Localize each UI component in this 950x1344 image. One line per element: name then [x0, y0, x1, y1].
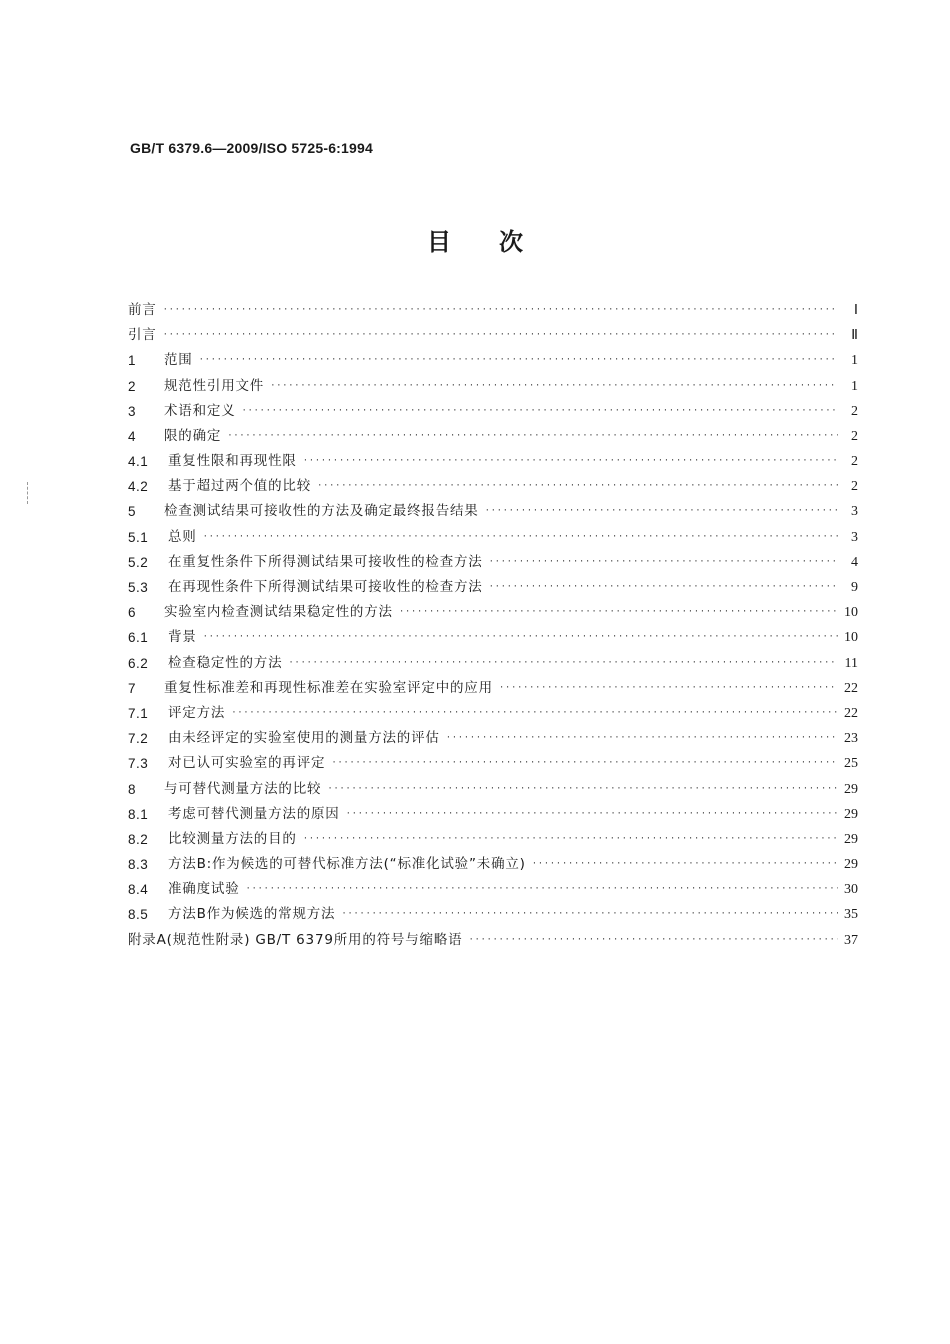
dot-leader: [270, 374, 838, 399]
toc-entry-label: 方法B作为候选的常规方法: [168, 906, 336, 923]
toc-entry-number: 6.1: [128, 630, 149, 646]
toc-entry-number: 1: [128, 353, 137, 369]
dot-leader: [231, 701, 838, 726]
toc-entry-label: 考虑可替代测量方法的原因: [168, 805, 340, 822]
toc-entry-label: 重复性标准差和再现性标准差在实验室评定中的应用: [164, 679, 493, 696]
page-title: 目次: [427, 228, 571, 256]
toc-entry-number: 2: [128, 378, 137, 394]
toc-entry-page: 10: [844, 605, 858, 621]
toc-entry-label: 检查稳定性的方法: [168, 654, 283, 671]
toc-entry[interactable]: [128, 777, 858, 802]
toc-entry[interactable]: [128, 374, 858, 399]
toc-entry-label: 背景: [168, 629, 197, 646]
toc-entry-page: 11: [844, 655, 858, 671]
dot-leader: [331, 751, 838, 776]
toc-entry-number: 8.1: [128, 806, 149, 822]
toc-entry-page: 35: [844, 907, 858, 923]
toc-entry-page: 1: [851, 378, 858, 394]
toc-entry[interactable]: [128, 802, 858, 827]
toc-entry[interactable]: [128, 575, 858, 600]
dot-leader: [203, 525, 838, 550]
toc-entry[interactable]: [128, 701, 858, 726]
toc-entry-number: 5.1: [128, 529, 149, 545]
toc-entry-label: 前言: [128, 301, 157, 318]
dot-leader: [446, 726, 838, 751]
dot-leader: [163, 298, 838, 323]
toc-entry-number: 7: [128, 680, 137, 696]
dot-leader: [317, 474, 838, 499]
toc-entry-label: 由未经评定的实验室使用的测量方法的评估: [168, 730, 440, 747]
toc-entry[interactable]: [128, 651, 858, 676]
toc-entry[interactable]: [128, 827, 858, 852]
toc-entry-page: 10: [844, 630, 858, 646]
toc-entry-label: 检查测试结果可接收性的方法及确定最终报告结果: [164, 503, 479, 520]
toc-entry[interactable]: [128, 449, 858, 474]
toc-entry[interactable]: [128, 676, 858, 701]
toc-entry-number: 8.2: [128, 831, 149, 847]
toc-entry-page: 4: [851, 554, 858, 570]
toc-entry[interactable]: [128, 928, 858, 953]
toc-entry-number: 8.5: [128, 907, 149, 923]
toc-entry-page: 37: [844, 932, 858, 948]
toc-entry-page: Ⅱ: [851, 328, 858, 344]
toc-entry[interactable]: [128, 726, 858, 751]
toc-entry-number: 7.3: [128, 756, 149, 772]
toc-entry-number: 7.1: [128, 705, 149, 721]
toc-entry-label: 总则: [168, 528, 197, 545]
toc-entry[interactable]: [128, 500, 858, 525]
dot-leader: [532, 852, 838, 877]
toc-entry-page: 22: [844, 705, 858, 721]
dot-leader: [199, 348, 838, 373]
dot-leader: [203, 625, 838, 650]
toc-entry[interactable]: [128, 600, 858, 625]
dot-leader: [163, 323, 838, 348]
dot-leader: [246, 877, 839, 902]
toc-entry-number: 7.2: [128, 731, 149, 747]
toc-entry-label: 范围: [164, 352, 193, 369]
margin-mark: [27, 482, 29, 504]
toc-entry-number: 5.3: [128, 580, 149, 596]
toc-entry-page: 25: [844, 756, 858, 772]
toc-entry-number: 4.2: [128, 479, 149, 495]
toc-entry-number: 4: [128, 428, 137, 444]
dot-leader: [468, 928, 838, 953]
toc-entry-label: 引言: [128, 327, 157, 344]
dot-leader: [303, 827, 838, 852]
dot-leader: [489, 550, 838, 575]
toc-entry-page: Ⅰ: [853, 302, 858, 318]
toc-entry-page: 2: [851, 403, 858, 419]
toc-entry-number: 5: [128, 504, 137, 520]
toc-entry-number: 8.3: [128, 857, 149, 873]
toc-entry[interactable]: [128, 877, 858, 902]
toc-entry-label: 附录A(规范性附录) GB/T 6379所用的符号与缩略语: [128, 931, 463, 948]
toc-entry[interactable]: [128, 474, 858, 499]
toc-entry-number: 8.4: [128, 882, 149, 898]
dot-leader: [288, 651, 838, 676]
toc-entry-number: 5.2: [128, 554, 149, 570]
toc-entry-page: 29: [844, 831, 858, 847]
toc-entry-label: 实验室内检查测试结果稳定性的方法: [164, 604, 393, 621]
toc-entry[interactable]: [128, 399, 858, 424]
dot-leader: [489, 575, 838, 600]
dot-leader: [341, 902, 838, 927]
toc-entry[interactable]: [128, 348, 858, 373]
toc-entry-page: 3: [851, 529, 858, 545]
toc-entry-page: 2: [851, 479, 858, 495]
toc-entry-label: 准确度试验: [168, 881, 240, 898]
standard-code: GB/T 6379.6—2009/ISO 5725-6:1994: [130, 140, 373, 156]
toc-entry[interactable]: [128, 298, 858, 323]
toc-entry-page: 30: [844, 882, 858, 898]
dot-leader: [346, 802, 838, 827]
toc-entry[interactable]: [128, 424, 858, 449]
table-of-contents: [128, 298, 858, 953]
toc-entry-label: 基于超过两个值的比较: [168, 478, 311, 495]
toc-entry-label: 在再现性条件下所得测试结果可接收性的检查方法: [168, 579, 483, 596]
toc-entry-page: 29: [844, 781, 858, 797]
toc-entry-label: 重复性限和再现性限: [168, 453, 297, 470]
toc-entry[interactable]: [128, 550, 858, 575]
toc-entry[interactable]: [128, 903, 858, 928]
toc-entry-page: 9: [851, 580, 858, 596]
toc-entry-number: 4.1: [128, 454, 149, 470]
toc-entry-label: 评定方法: [168, 704, 226, 721]
toc-entry-label: 比较测量方法的目的: [168, 830, 297, 847]
toc-entry-page: 3: [851, 504, 858, 520]
dot-leader: [399, 600, 838, 625]
dot-leader: [499, 676, 838, 701]
toc-entry-label: 对已认可实验室的再评定: [168, 755, 326, 772]
toc-entry-label: 术语和定义: [164, 402, 236, 419]
toc-entry-number: 6: [128, 605, 137, 621]
toc-entry[interactable]: [128, 625, 858, 650]
toc-entry[interactable]: [128, 751, 858, 776]
toc-entry-label: 与可替代测量方法的比较: [164, 780, 322, 797]
toc-entry-page: 29: [844, 857, 858, 873]
toc-entry-page: 29: [844, 806, 858, 822]
dot-leader: [242, 399, 839, 424]
dot-leader: [485, 499, 838, 524]
toc-entry-page: 23: [844, 731, 858, 747]
dot-leader: [227, 424, 838, 449]
dot-leader: [327, 777, 838, 802]
dot-leader: [303, 449, 838, 474]
toc-entry[interactable]: [128, 525, 858, 550]
toc-entry-label: 限的确定: [164, 427, 222, 444]
toc-entry-page: 2: [851, 428, 858, 444]
toc-entry-number: 3: [128, 403, 137, 419]
toc-entry-label: 方法B:作为候选的可替代标准方法(“标准化试验”未确立): [168, 856, 526, 873]
toc-entry-page: 2: [851, 454, 858, 470]
toc-entry-number: 8: [128, 781, 137, 797]
toc-entry-page: 1: [851, 353, 858, 369]
toc-entry[interactable]: [128, 852, 858, 877]
toc-entry[interactable]: [128, 323, 858, 348]
toc-entry-number: 6.2: [128, 655, 149, 671]
toc-entry-label: 规范性引用文件: [164, 377, 265, 394]
toc-entry-page: 22: [844, 680, 858, 696]
toc-entry-label: 在重复性条件下所得测试结果可接收性的检查方法: [168, 553, 483, 570]
